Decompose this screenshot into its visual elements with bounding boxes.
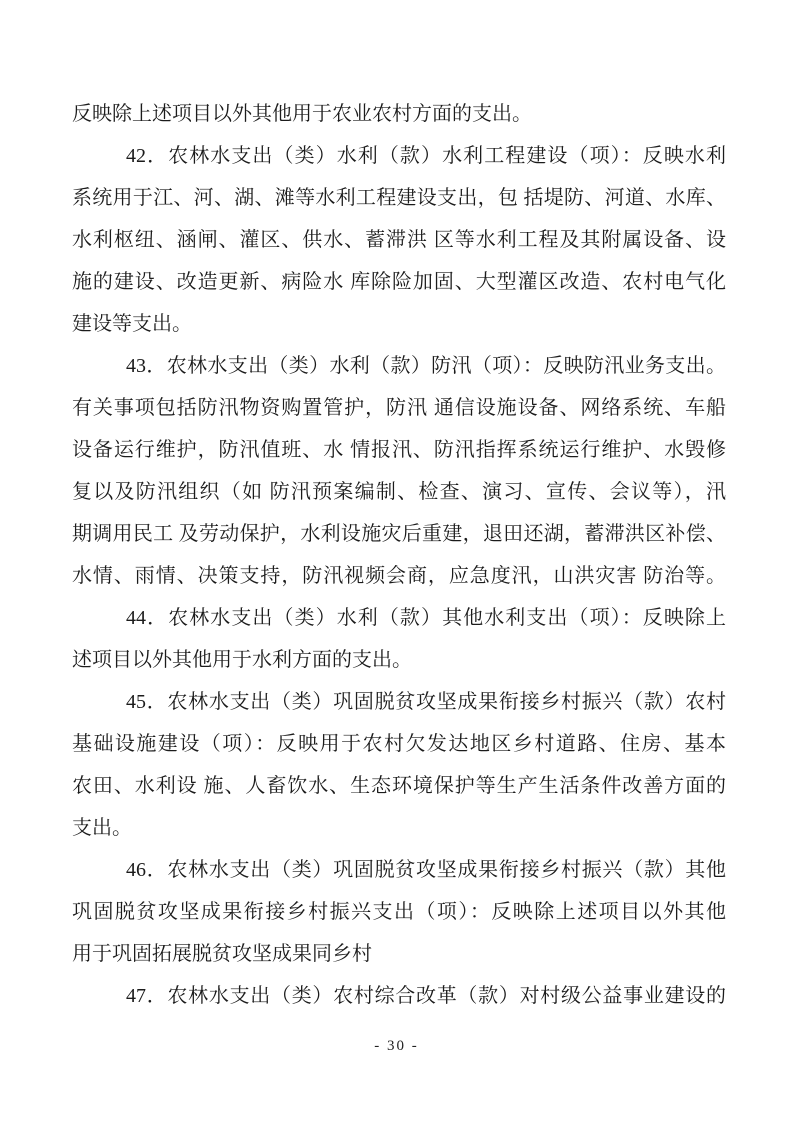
page-footer xyxy=(0,1036,793,1056)
document-body xyxy=(72,93,726,1017)
text-line: 施的建设、改造更新、病险水 库除险加固、大型灌区改造、农村电气化 xyxy=(72,271,726,293)
text-line: 46．农林水支出（类）巩固脱贫攻坚成果衔接乡村振兴（款）其他 xyxy=(126,859,726,881)
para-47 xyxy=(72,975,726,1017)
text-line: 巩固脱贫攻坚成果衔接乡村振兴支出（项）：反映除上述项目以外其他 xyxy=(72,901,726,923)
text-line: 期调用民工 及劳动保护，水利设施灾后重建，退田还湖，蓄滞洪区补偿、 xyxy=(72,523,726,545)
para-41-continuation xyxy=(72,93,726,135)
text-line: 水利枢纽、涵闸、灌区、供水、蓄滞洪 区等水利工程及其附属设备、设 xyxy=(72,229,726,251)
text-line: 反映除上述项目以外其他用于农业农村方面的支出。 xyxy=(72,103,532,125)
text-line: 复以及防汛组织（如 防汛预案编制、检查、演习、宣传、会议等），汛 xyxy=(72,481,726,503)
page-number: - 30 - xyxy=(374,1038,419,1054)
text-line: 42．农林水支出（类）水利（款）水利工程建设（项）：反映水利 xyxy=(126,145,726,167)
text-line: 系统用于江、河、湖、滩等水利工程建设支出，包 括堤防、河道、水库、 xyxy=(72,187,726,209)
text-line: 45．农林水支出（类）巩固脱贫攻坚成果衔接乡村振兴（款）农村 xyxy=(126,691,726,713)
para-45 xyxy=(72,681,726,849)
text-line: 有关事项包括防汛物资购置管护，防汛 通信设施设备、网络系统、车船 xyxy=(72,397,726,419)
text-line: 建设等支出。 xyxy=(72,313,192,335)
text-line: 设备运行维护，防汛值班、水 情报汛、防汛指挥系统运行维护、水毁修 xyxy=(72,439,726,461)
para-43 xyxy=(72,345,726,597)
text-line: 水情、雨情、决策支持，防汛视频会商，应急度汛，山洪灾害 防治等。 xyxy=(72,565,726,587)
text-line: 基础设施建设（项）：反映用于农村欠发达地区乡村道路、住房、基本 xyxy=(72,733,726,755)
text-line: 支出。 xyxy=(72,817,132,839)
text-line: 47．农林水支出（类）农村综合改革（款）对村级公益事业建设的 xyxy=(126,985,726,1007)
text-line: 44．农林水支出（类）水利（款）其他水利支出（项）：反映除上 xyxy=(126,607,726,629)
text-line: 43．农林水支出（类）水利（款）防汛（项）：反映防汛业务支出。 xyxy=(126,355,726,377)
text-line: 用于巩固拓展脱贫攻坚成果同乡村 xyxy=(72,943,372,965)
para-44 xyxy=(72,597,726,681)
text-line: 农田、水利设 施、人畜饮水、生态环境保护等生产生活条件改善方面的 xyxy=(72,775,726,797)
para-42 xyxy=(72,135,726,345)
para-46 xyxy=(72,849,726,975)
text-line: 述项目以外其他用于水利方面的支出。 xyxy=(72,649,412,671)
